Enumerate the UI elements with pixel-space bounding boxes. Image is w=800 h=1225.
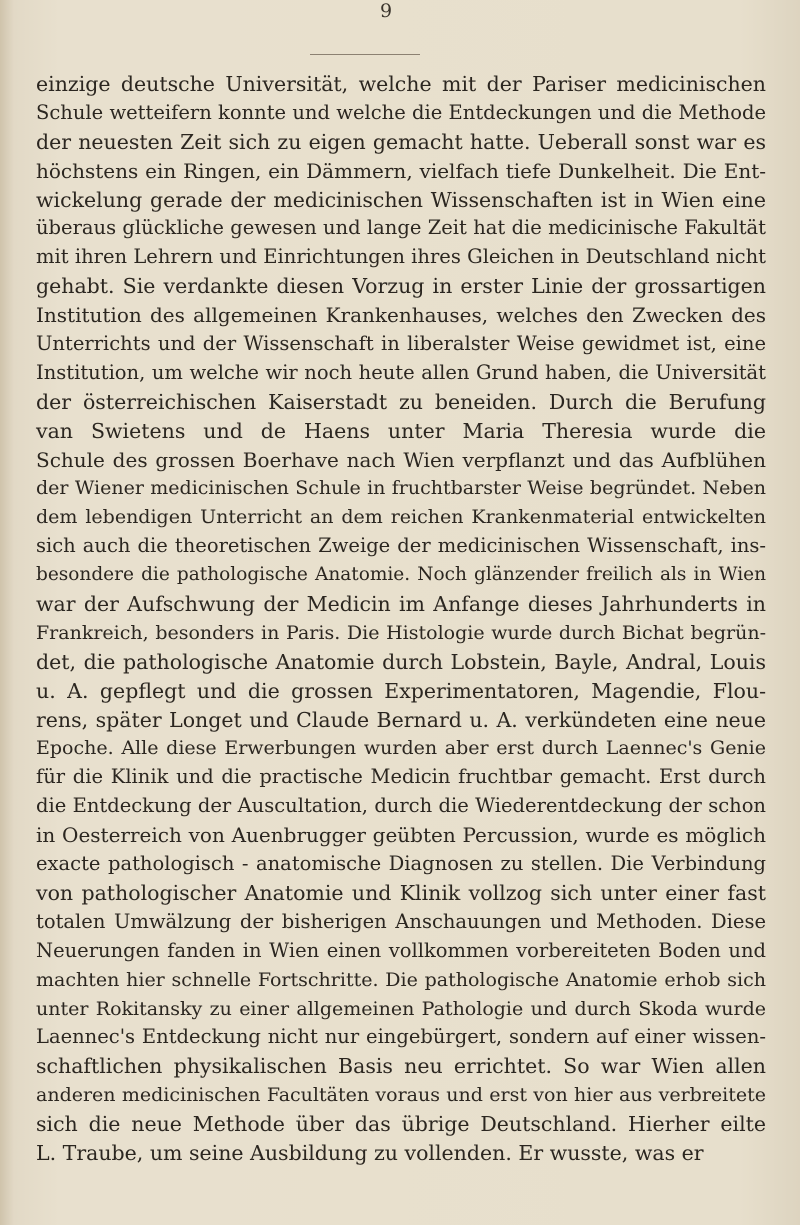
text-line: Unterrichts und der Wissenschaft in liberalster Weise gewidmet ist, eine <box>36 332 766 356</box>
text-line: die Entdeckung der Auscultation, durch die Wiederentdeckung der schon <box>36 794 766 818</box>
text-line: gehabt. Sie verdankte diesen Vorzug in erster Linie der grossartigen <box>36 274 766 299</box>
text-line: Epoche. Alle diese Erwerbungen wurden aber erst durch Laennec's Genie <box>36 737 766 760</box>
text-line: Schule des grossen Boerhave nach Wien verpflanzt und das Aufblühen <box>36 447 766 472</box>
text-line: der neuesten Zeit sich zu eigen gemacht hatte. Ueberall sonst war es <box>36 129 766 154</box>
text-line: der Wiener medicinischen Schule in fruchtbarster Weise begründet. Neben <box>36 477 766 500</box>
text-line: totalen Umwälzung der bisherigen Anschauungen und Methoden. Diese <box>36 909 766 933</box>
text-line: für die Klinik und die practische Medicin fruchtbar gemacht. Erst durch <box>36 765 766 789</box>
text-line: Neuerungen fanden in Wien einen vollkommen vorbereiteten Boden und <box>36 938 766 962</box>
text-line: mit ihren Lehrern und Einrichtungen ihres Gleichen in Deutschland nicht <box>36 245 766 269</box>
text-line: überaus glückliche gewesen und lange Zeit hat die medicinische Fakultät <box>36 216 766 240</box>
text-line: rens, später Longet und Claude Bernard u. A. verkündeten eine neue <box>36 707 766 732</box>
text-line: Institution des allgemeinen Krankenhauses, welches den Zwecken des <box>36 303 766 328</box>
text-line: höchstens ein Ringen, ein Dämmern, vielfach tiefe Dunkelheit. Die Ent- <box>36 158 766 183</box>
page-number: 9 <box>380 0 393 22</box>
text-line: besondere die pathologische Anatomie. Noch glänzender freilich als in Wien <box>36 564 766 586</box>
text-line: schaftlichen physikalischen Basis neu errichtet. So war Wien allen <box>36 1054 766 1079</box>
text-line: anderen medicinischen Facultäten voraus und erst von hier aus verbreitete <box>36 1084 766 1107</box>
text-line: Laennec's Entdeckung nicht nur eingebürgert, sondern auf einer wissen- <box>36 1025 766 1049</box>
text-line: von pathologischer Anatomie und Klinik vollzog sich unter einer fast <box>36 880 766 905</box>
text-line: dem lebendigen Unterricht an dem reichen Krankenmaterial entwickelten <box>36 506 766 529</box>
text-line: u. A. gepflegt und die grossen Experimentatoren, Magendie, Flou- <box>36 678 766 703</box>
text-line: einzige deutsche Universität, welche mit der Pariser medicinischen <box>36 72 766 96</box>
text-line: van Swietens und de Haens unter Maria Theresia wurde die <box>36 418 766 443</box>
text-line: in Oesterreich von Auenbrugger geübten Percussion, wurde es möglich <box>36 823 766 848</box>
text-line: Frankreich, besonders in Paris. Die Histologie wurde durch Bichat begrün- <box>36 621 766 644</box>
text-line: sich die neue Methode über das übrige Deutschland. Hierher eilte <box>36 1112 766 1137</box>
text-line: exacte pathologisch - anatomische Diagnosen zu stellen. Die Verbindung <box>36 852 766 876</box>
text-line: wickelung gerade der medicinischen Wissenschaften ist in Wien eine <box>36 187 766 212</box>
text-line: der österreichischen Kaiserstadt zu beneiden. Durch die Berufung <box>36 389 766 414</box>
body-text <box>36 70 766 1168</box>
text-line: L. Traube, um seine Ausbildung zu vollenden. Er wusste, was er <box>36 1140 704 1165</box>
text-line: sich auch die theoretischen Zweige der medicinischen Wissenschaft, ins- <box>36 534 766 558</box>
header-rule <box>310 54 420 55</box>
text-line: war der Aufschwung der Medicin im Anfange dieses Jahrhunderts in <box>36 592 766 617</box>
text-line: Institution, um welche wir noch heute allen Grund haben, die Universität <box>36 360 766 384</box>
text-line: det, die pathologische Anatomie durch Lobstein, Bayle, Andral, Louis <box>36 649 766 674</box>
text-line: unter Rokitansky zu einer allgemeinen Pathologie und durch Skoda wurde <box>36 997 766 1020</box>
text-line: machten hier schnelle Fortschritte. Die pathologische Anatomie erhob sich <box>36 968 766 991</box>
text-line: Schule wetteifern konnte und welche die Entdeckungen und die Methode <box>36 100 766 124</box>
